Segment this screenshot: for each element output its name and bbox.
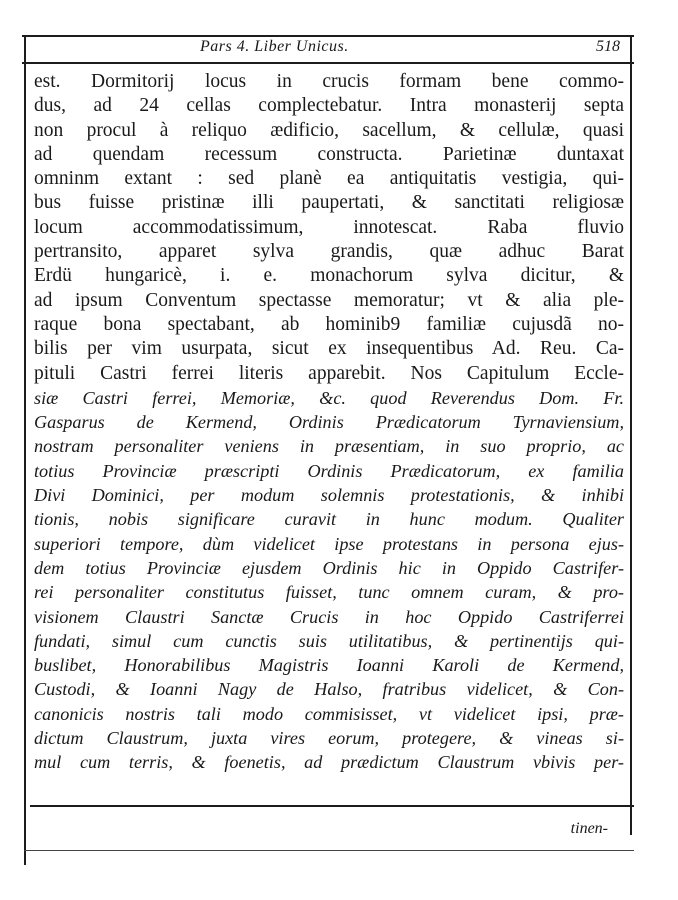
text-line: dus, ad 24 cellas complectebatur. Intra monasterij septa: [34, 95, 624, 117]
text-line: dem totius Provinciæ ejusdem Ordinis hic in Oppido Castrifer-: [34, 557, 624, 578]
text-line: rei personaliter constitutus fuisset, tunc omnem curam, & pro-: [34, 582, 624, 603]
text-line: ad ipsum Conventum spectasse memoratur; vt & alia ple-: [34, 289, 624, 311]
footer-rule: [24, 850, 634, 851]
text-line: Custodi, & Ioanni Nagy de Halso, fratribus videlicet, & Con-: [34, 679, 624, 700]
right-rule: [630, 35, 632, 835]
text-line: est. Dormitorij locus in crucis formam bene commo-: [34, 71, 624, 92]
text-line: tionis, nobis significare curavit in hunc modum. Qualiter: [34, 509, 624, 530]
bottom-rule: [30, 805, 634, 807]
text-line: raque bona spectabant, ab hominib9 familiæ cujusdã no-: [34, 313, 624, 335]
text-line: pituli Castri ferrei literis apparebit. Nos Capitulum Eccle-: [34, 362, 624, 384]
text-line: buslibet, Honorabilibus Magistris Ioanni Karoli de Kermend,: [34, 655, 624, 676]
top-rule: [22, 35, 634, 37]
text-line: Divi Dominici, per modum solemnis protestationis, & inhibi: [34, 485, 624, 506]
text-line: totius Provinciæ præscripti Ordinis Prædicatorum, ex familia: [34, 460, 624, 481]
text-line: dictum Claustrum, juxta vires eorum, protegere, & vineas si-: [34, 728, 624, 749]
text-line: omninm extant : sed planè ea antiquitatis vestigia, qui-: [34, 168, 624, 190]
text-line: bus fuisse pristinæ illi paupertati, & sanctitati religiosæ: [34, 192, 624, 214]
body-text: [34, 70, 624, 775]
text-line: nostram personaliter veniens in præsentiam, in suo proprio, ac: [34, 436, 624, 457]
running-title: Pars 4. Liber Unicus.: [200, 38, 349, 55]
text-line: superiori tempore, dùm videlicet ipse protestans in persona ejus-: [34, 533, 624, 554]
left-rule: [24, 35, 26, 865]
text-line: visionem Claustri Sanctæ Crucis in hoc Oppido Castriferrei: [34, 606, 624, 627]
text-line: bilis per vim usurpata, sicut ex insequentibus Ad. Reu. Ca-: [34, 338, 624, 360]
text-line: Erdü hungaricè, i. e. monachorum sylva dicitur, &: [34, 265, 624, 287]
text-line: siæ Castri ferrei, Memoriæ, &c. quod Reverendus Dom. Fr.: [34, 387, 624, 408]
text-line: Gasparus de Kermend, Ordinis Prædicatorum Tyrnaviensium,: [34, 412, 624, 433]
text-line: fundati, simul cum cunctis suis utilitatibus, & pertinentijs qui-: [34, 630, 624, 651]
catchword: tinen-: [570, 820, 608, 837]
header-rule: [22, 62, 634, 64]
text-line: locum accommodatissimum, innotescat. Raba fluvio: [34, 216, 624, 238]
text-line: non procul à reliquo ædificio, sacellum, & cellulæ, quasi: [34, 119, 624, 141]
text-line: mul cum terris, & foenetis, ad prædictum Claustrum vbivis per-: [34, 752, 624, 773]
text-line: ad quendam recessum constructa. Parietinæ duntaxat: [34, 143, 624, 165]
page-number: 518: [596, 38, 620, 55]
text-line: canonicis nostris tali modo commisisset, vt videlicet ipsi, præ-: [34, 703, 624, 724]
text-line: pertransito, apparet sylva grandis, quæ adhuc Barat: [34, 241, 624, 263]
